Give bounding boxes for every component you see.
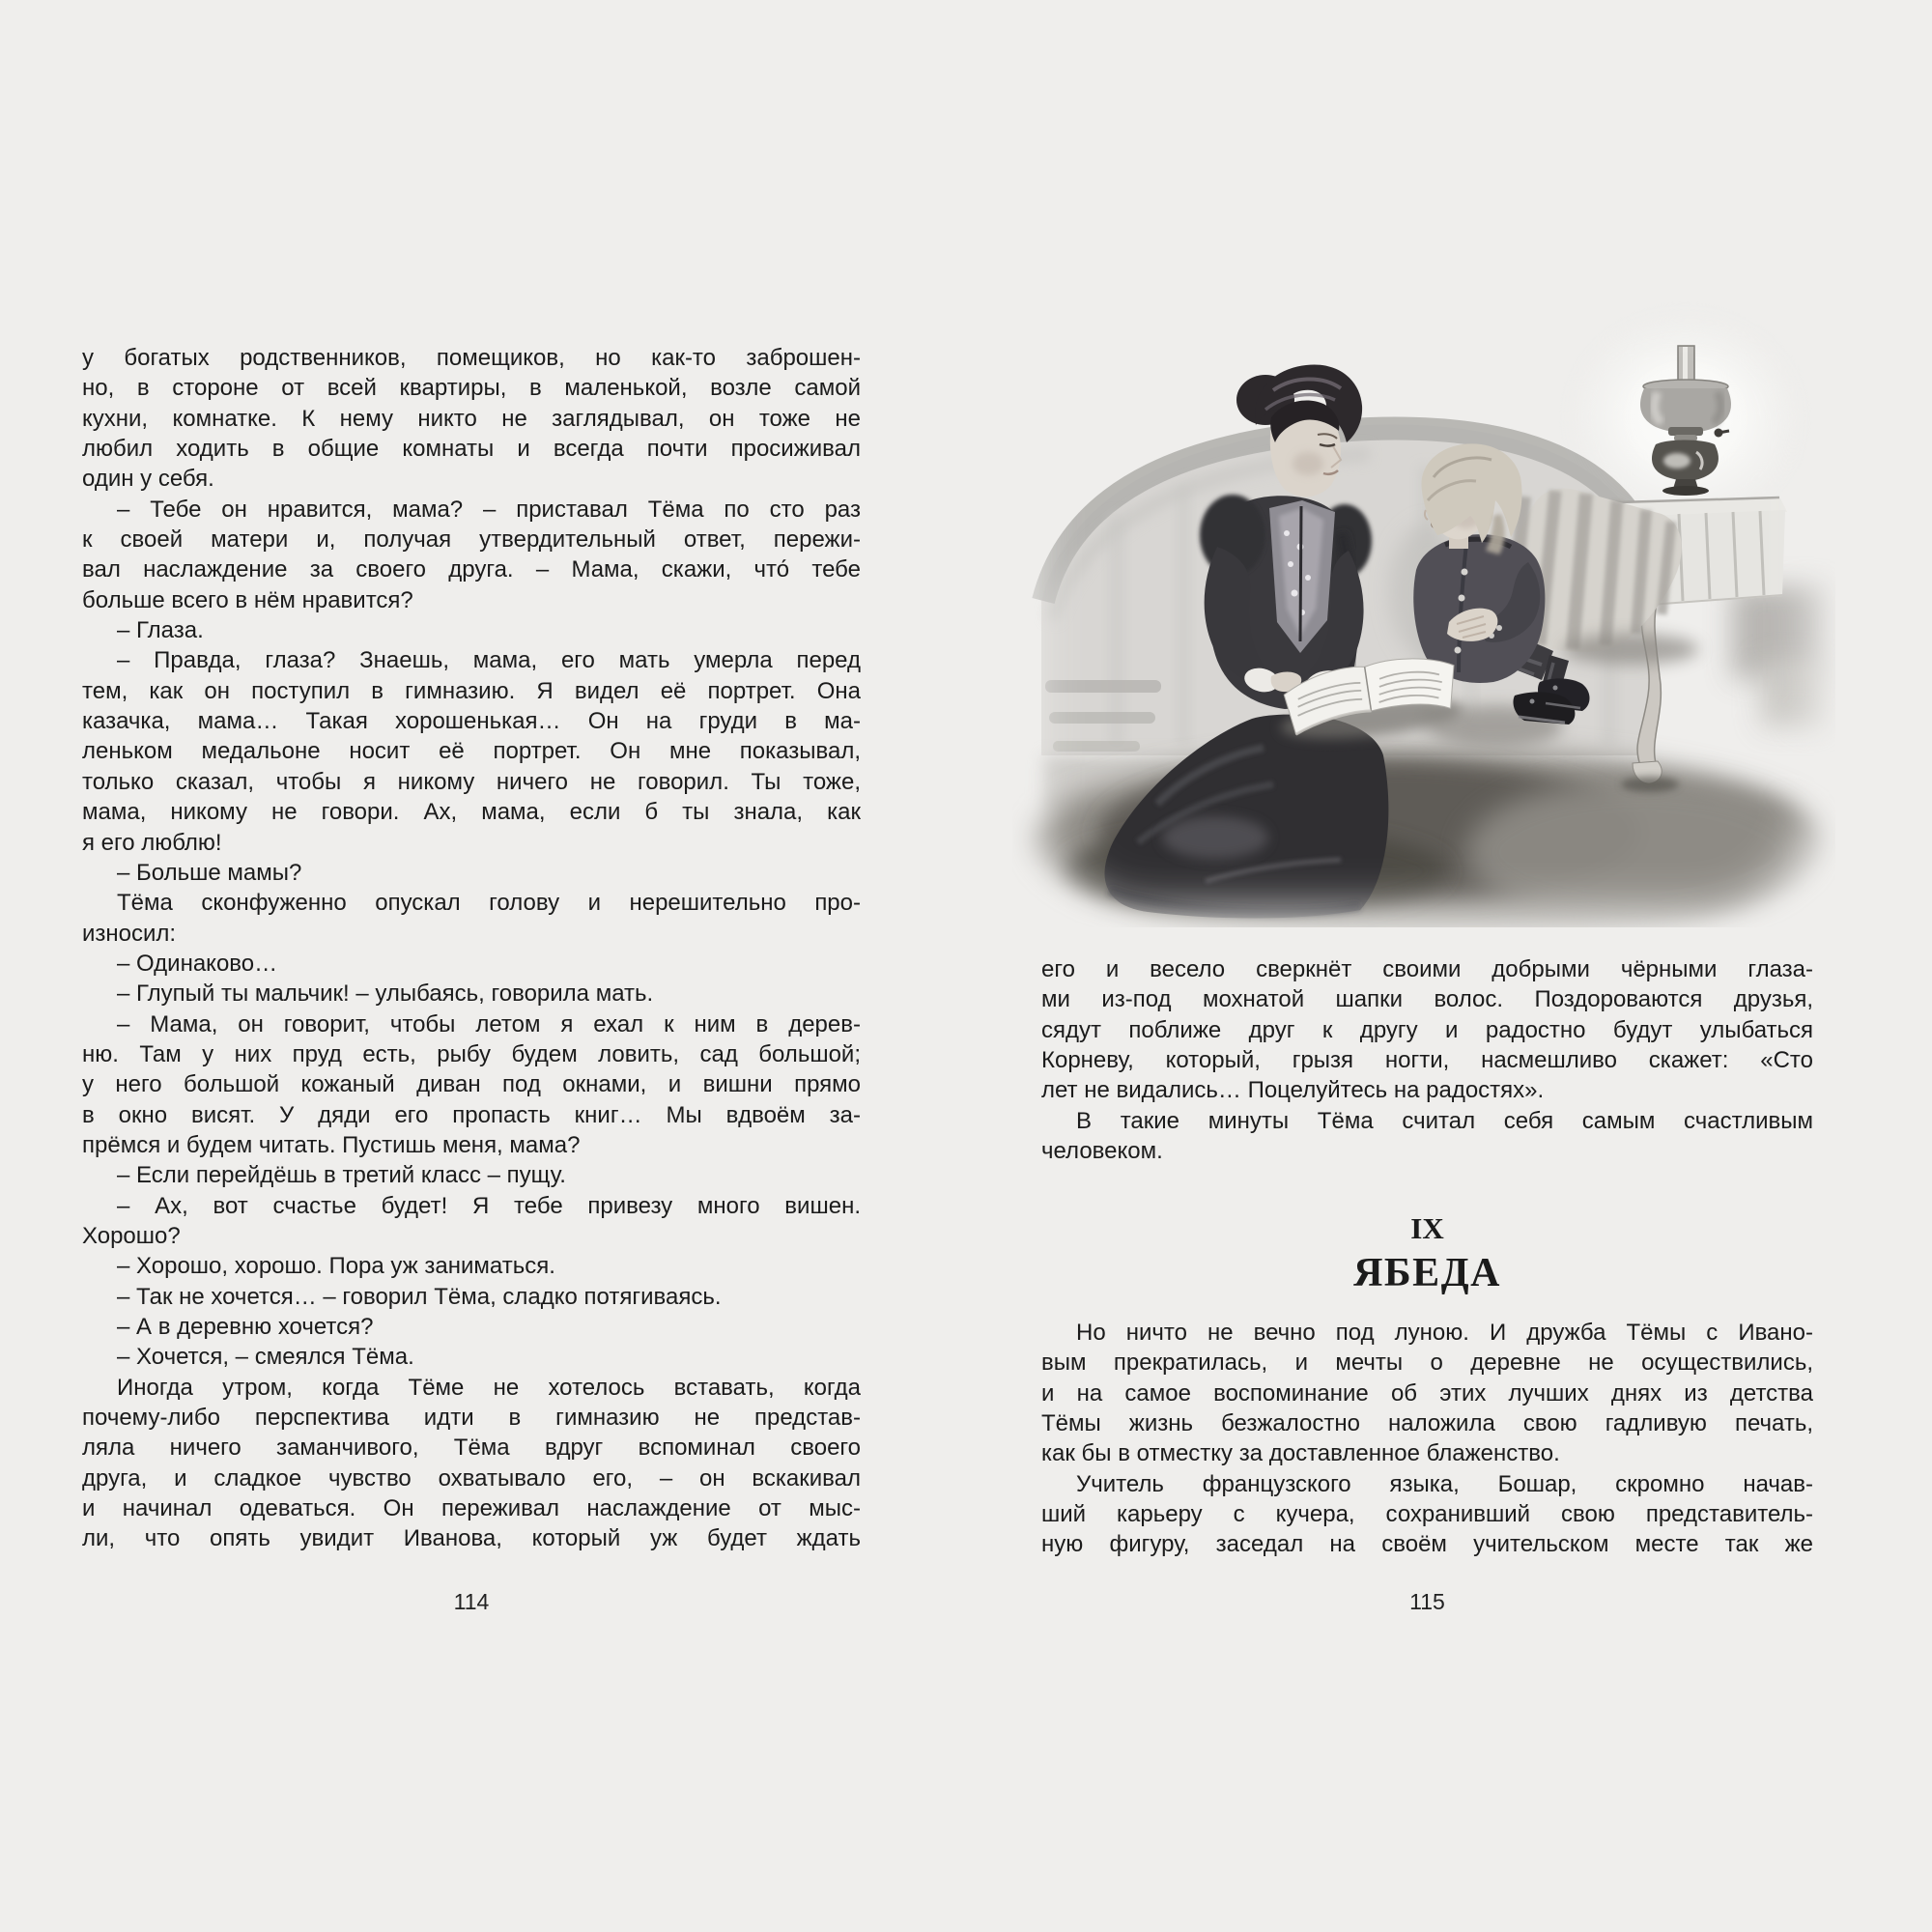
right-page-lower-text <box>1041 1318 1813 1560</box>
text-line: – Одинаково… <box>117 950 278 977</box>
left-page-number: 114 <box>453 1589 490 1614</box>
text-line: Но ничто не вечно под луною. И дружба Тёмы с Ивано- <box>1076 1320 1813 1346</box>
text-line: казачка, мама… Такая хорошенькая… Он на груди в ма- <box>82 708 861 735</box>
text-line: – Хорошо, хорошо. Пора уж заниматься. <box>117 1253 555 1280</box>
text-line: друга, и сладкое чувство охватывало его, – он вскакивал <box>82 1464 861 1492</box>
chapter-number: IX <box>1410 1211 1444 1245</box>
text-line: – Так не хочется… – говорил Тёма, сладко потягиваясь. <box>117 1283 722 1310</box>
right-page-number: 115 <box>1409 1589 1445 1614</box>
text-line: я его люблю! <box>82 829 222 856</box>
text-line: – Тебе он нравится, мама? – приставал Тёма по сто раз <box>117 496 861 523</box>
bed-edge <box>1732 586 1835 726</box>
text-line: – Правда, глаза? Знаешь, мама, его мать умерла перед <box>117 647 861 674</box>
illustration <box>1012 301 1835 927</box>
text-line: – А в деревню хочется? <box>117 1314 374 1340</box>
text-line: – Больше мамы? <box>117 859 302 886</box>
text-line: Корневу, который, грызя ногти, насмешливо скажет: «Сто <box>1041 1047 1813 1074</box>
text-line: ми из-под мохнатой шапки волос. Поздороваются друзья, <box>1041 986 1813 1013</box>
text-line: – Ах, вот счастье будет! Я тебе привезу много вишен. <box>117 1192 861 1219</box>
text-line: ню. Там у них пруд есть, рыбу будем ловить, сад большой; <box>82 1040 861 1067</box>
text-line: Учитель французского языка, Бошар, скромно начав- <box>1076 1470 1813 1497</box>
chapter-title: ЯБЕДА <box>1353 1251 1501 1295</box>
text-line: у него большой кожаный диван под окнами, и вишни прямо <box>82 1071 861 1098</box>
text-line: и начинал одеваться. Он переживал наслаждение от мыс- <box>82 1495 861 1522</box>
text-line: Тёма сконфуженно опускал голову и нерешительно про- <box>117 890 861 917</box>
text-line: ную фигуру, заседал на своём учительском месте так же <box>1041 1531 1813 1558</box>
text-line: почему-либо перспектива идти в гимназию не представ- <box>82 1405 861 1432</box>
book-illustration <box>1012 301 1835 927</box>
text-line: ляла ничего заманчивого, Тёма вдруг вспоминал своего <box>82 1435 861 1462</box>
text-line: Тёмы жизнь безжалостно наложила свою гадливую печать, <box>1041 1410 1813 1437</box>
text-line: – Если перейдёшь в третий класс – пущу. <box>117 1162 566 1189</box>
text-line: – Хочется, – смеялся Тёма. <box>117 1344 414 1371</box>
text-line: и на самое воспоминание об этих лучших днях из детства <box>1041 1379 1813 1406</box>
right-page-upper-text <box>1041 954 1813 1166</box>
text-line: – Глупый ты мальчик! – улыбаясь, говорила мать. <box>117 980 654 1008</box>
text-line: мама, никому не говори. Ах, мама, если б ты знала, как <box>82 799 861 826</box>
text-line: Иногда утром, когда Тёме не хотелось вставать, когда <box>117 1374 861 1401</box>
text-line: Хорошо? <box>82 1222 181 1249</box>
text-line: В такие минуты Тёма считал себя самым счастливым <box>1076 1107 1813 1134</box>
text-line: вал наслаждение за своего друга. – Мама, скажи, что́ тебе <box>82 556 861 583</box>
left-page-text <box>82 343 861 1554</box>
text-line: прёмся и будем читать. Пустишь меня, мама? <box>82 1131 581 1158</box>
text-line: в окно висят. У дяди его пропасть книг… Мы вдвоём за- <box>82 1101 861 1128</box>
text-line: кухни, комнатке. К нему никто не заглядывал, он тоже не <box>82 405 861 432</box>
text-line: к своей матери и, получая утвердительный ответ, пережи- <box>82 526 861 554</box>
text-line: любил ходить в общие комнаты и всегда почти просиживал <box>82 436 861 463</box>
text-line: один у себя. <box>82 466 214 493</box>
text-line: вым прекратилась, и мечты о деревне не осуществились, <box>1041 1350 1813 1377</box>
text-line: у богатых родственников, помещиков, но как-то заброшен- <box>82 345 861 371</box>
text-line: лет не видались… Поцелуйтесь на радостях». <box>1041 1077 1545 1104</box>
text-line: ший карьеру с кучера, сохранивший свою представитель- <box>1041 1501 1813 1528</box>
text-line: больше всего в нём нравится? <box>82 586 413 613</box>
text-line: леньком медальоне носит её портрет. Он мне показывал, <box>82 738 861 765</box>
text-line: как бы в отместку за доставленное блаженство. <box>1041 1440 1560 1467</box>
text-line: его и весело сверкнёт своими добрыми чёрными глаза- <box>1041 956 1813 982</box>
text-line: ли, что опять увидит Иванова, который уж будет ждать <box>82 1525 861 1552</box>
text-line: – Глаза. <box>117 617 204 644</box>
text-line: только сказал, чтобы я никому ничего не говорил. Ты тоже, <box>82 768 861 795</box>
text-line: – Мама, он говорит, чтобы летом я ехал к ним в дерев- <box>117 1010 861 1037</box>
text-line: тем, как он поступил в гимназию. Я видел её портрет. Она <box>82 677 861 704</box>
text-line: износил: <box>82 920 177 947</box>
text-line: человеком. <box>1041 1138 1163 1165</box>
text-line: сядут поближе друг к другу и радостно будут улыбаться <box>1041 1016 1813 1043</box>
text-line: но, в стороне от всей квартиры, в маленькой, возле самой <box>82 375 861 402</box>
